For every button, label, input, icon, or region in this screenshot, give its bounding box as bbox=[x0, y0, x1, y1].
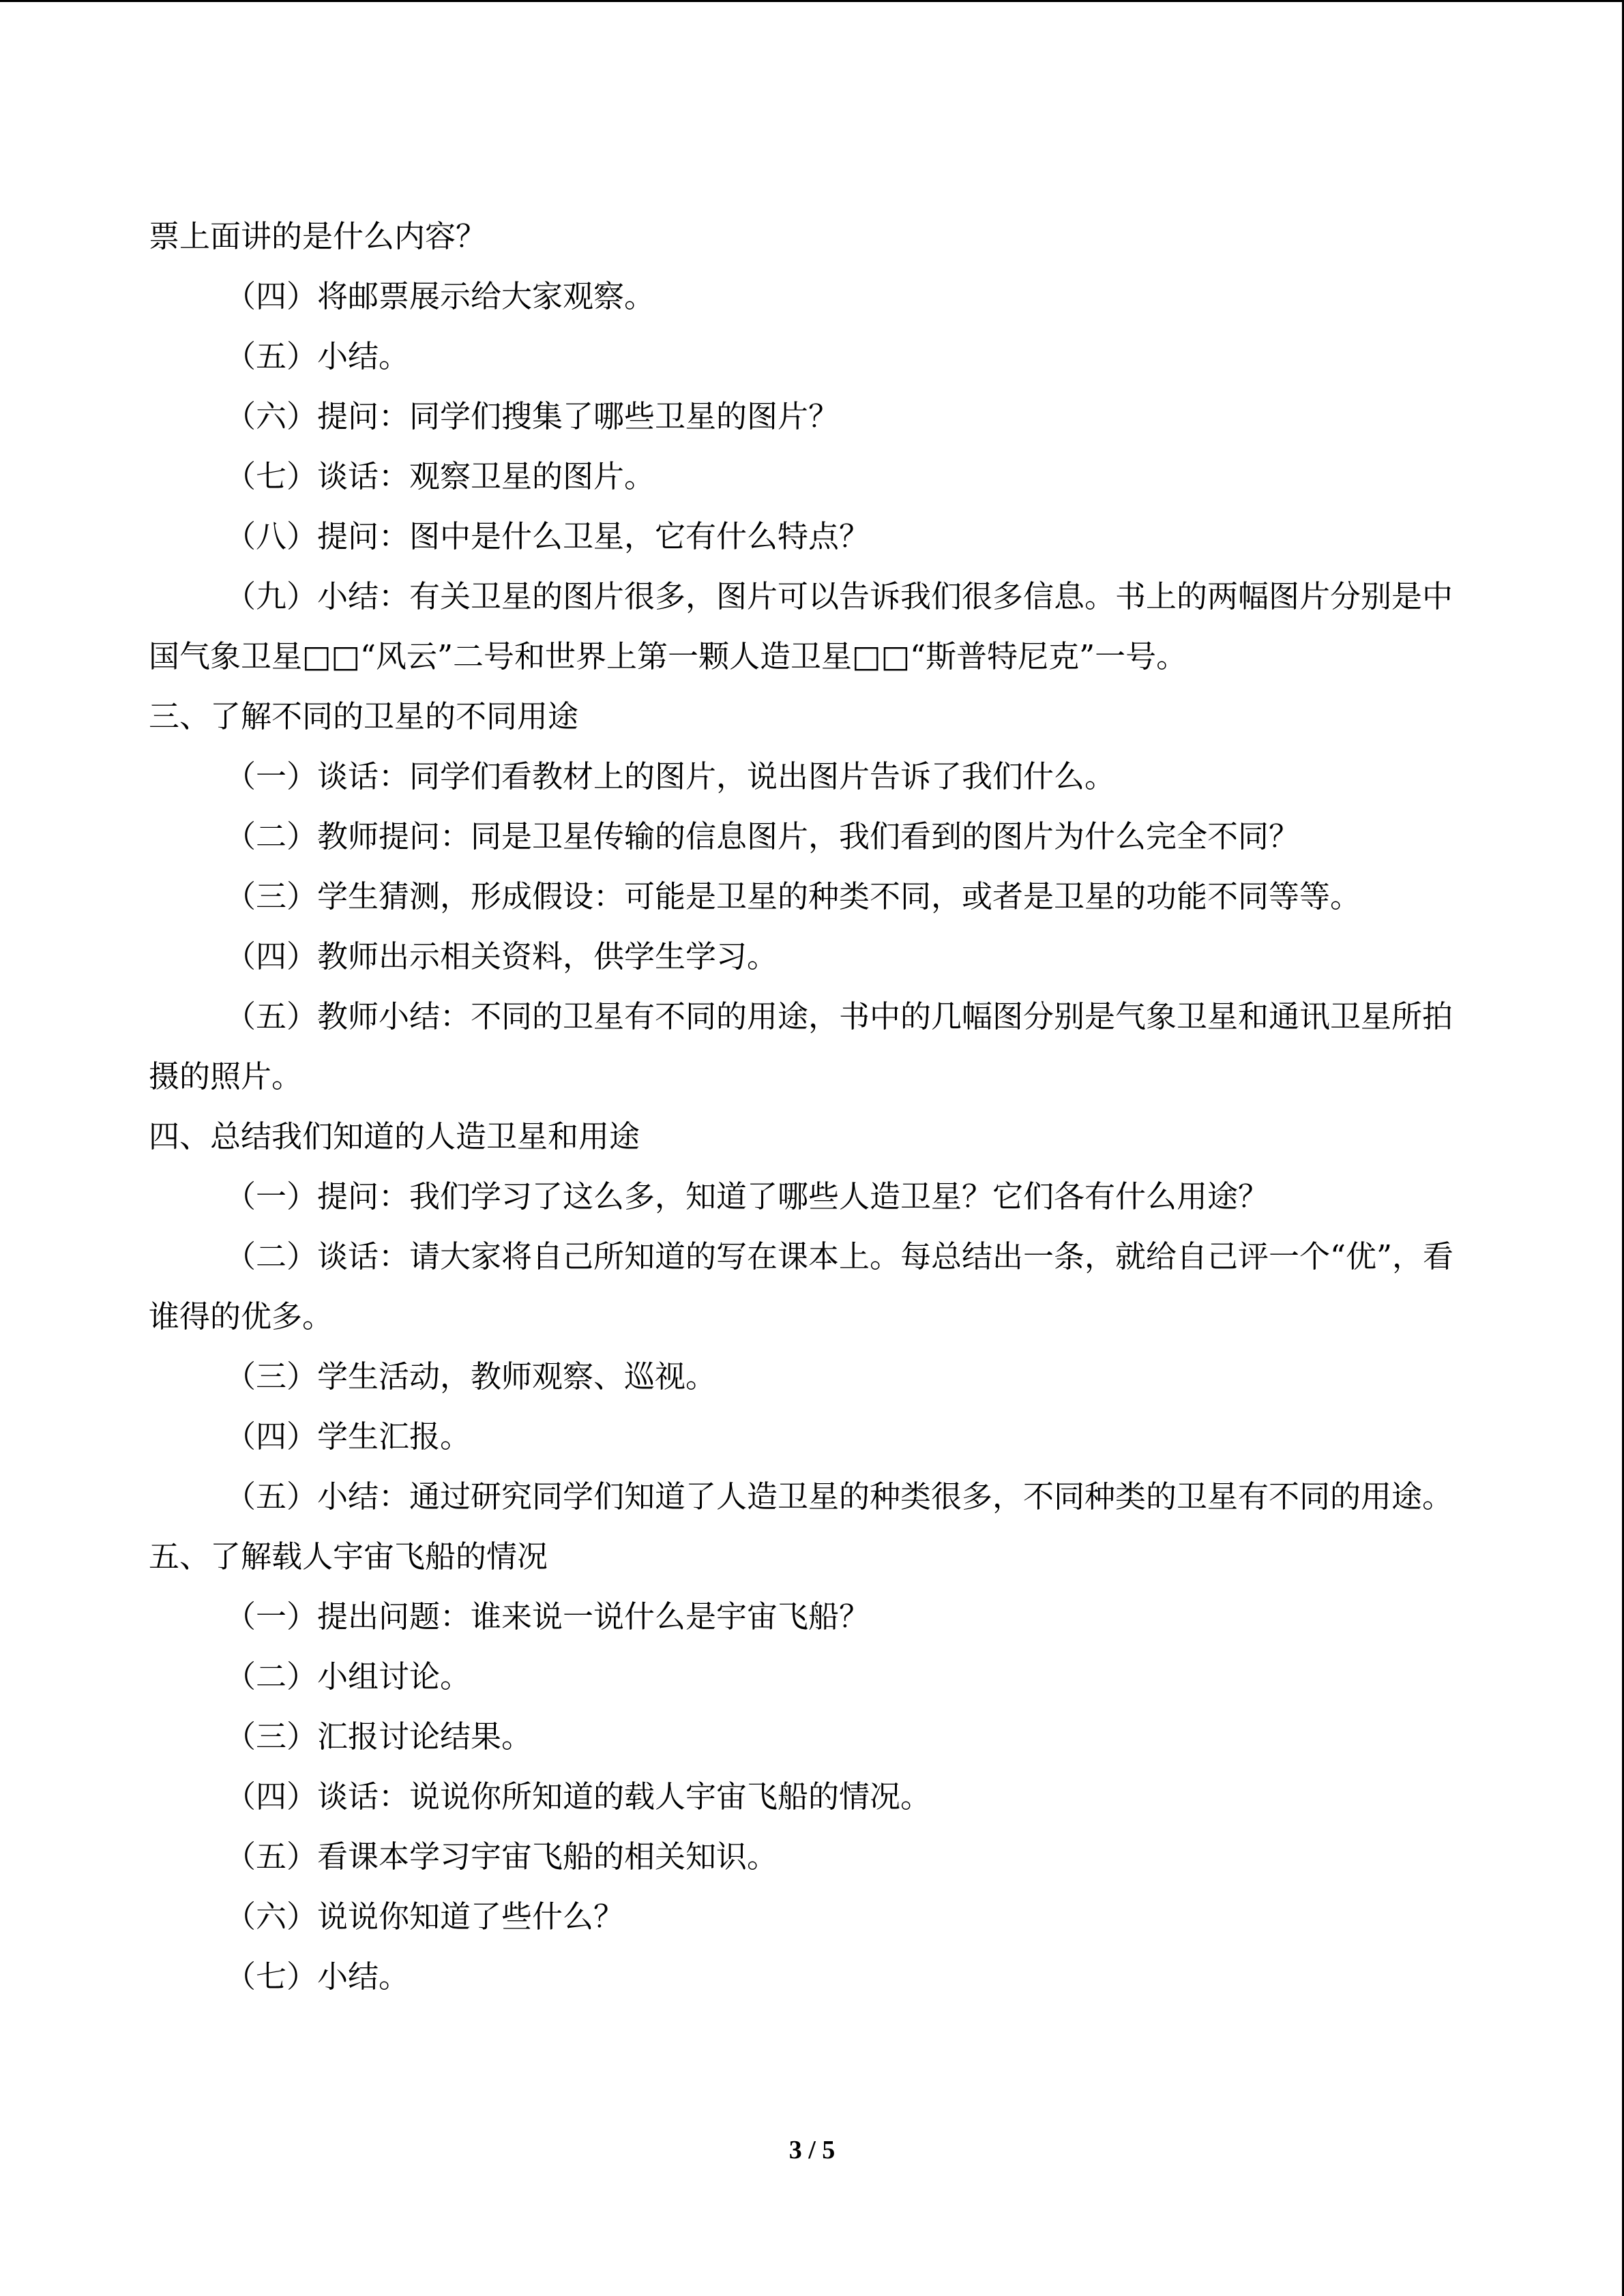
body-paragraph: （三）汇报讨论结果。 bbox=[225, 1718, 533, 1755]
body-paragraph: （二）谈话：请大家将自己所知道的写在课本上。每总结出一条，就给自己评一个“优”，看谁得的优多。 bbox=[149, 1238, 1454, 1335]
body-paragraph: （八）提问：图中是什么卫星，它有什么特点？ bbox=[225, 518, 870, 554]
body-paragraph: （六）说说你知道了些什么？ bbox=[225, 1898, 625, 1935]
body-paragraph: （五）看课本学习宇宙飞船的相关知识。 bbox=[225, 1838, 778, 1875]
body-paragraph: （四）教师出示相关资料，供学生学习。 bbox=[225, 938, 778, 974]
section-heading: 五、了解载人宇宙飞船的情况 bbox=[149, 1538, 548, 1575]
body-paragraph: （五）小结。 bbox=[225, 338, 410, 374]
body-paragraph: （四）学生汇报。 bbox=[225, 1418, 471, 1455]
body-paragraph: （四）将邮票展示给大家观察。 bbox=[225, 278, 655, 314]
body-paragraph: （四）谈话：说说你所知道的载人宇宙飞船的情况。 bbox=[225, 1778, 932, 1815]
page-number: 3 / 5 bbox=[788, 2136, 836, 2164]
section-heading: 票上面讲的是什么内容？ bbox=[149, 218, 487, 254]
body-paragraph: （二）小组讨论。 bbox=[225, 1658, 471, 1695]
body-paragraph: （一）提问：我们学习了这么多，知道了哪些人造卫星？它们各有什么用途？ bbox=[225, 1178, 1269, 1214]
section-heading: 三、了解不同的卫星的不同用途 bbox=[149, 698, 579, 734]
body-paragraph: （五）教师小结：不同的卫星有不同的用途，书中的几幅图分别是气象卫星和通讯卫星所拍摄的照片。 bbox=[149, 998, 1453, 1094]
section-heading: 四、总结我们知道的人造卫星和用途 bbox=[149, 1118, 640, 1154]
body-paragraph: （三）学生猜测，形成假设：可能是卫星的种类不同，或者是卫星的功能不同等等。 bbox=[225, 878, 1361, 914]
body-paragraph: （一）提出问题：谁来说一说什么是宇宙飞船？ bbox=[225, 1598, 870, 1635]
body-paragraph: （六）提问：同学们搜集了哪些卫星的图片？ bbox=[225, 398, 840, 434]
body-paragraph: （九）小结：有关卫星的图片很多，图片可以告诉我们很多信息。书上的两幅图片分别是中国气象卫星□□“风云”二号和世界上第一颗人造卫星□□“斯普特尼克”一号。 bbox=[149, 578, 1453, 674]
body-paragraph: （七）谈话：观察卫星的图片。 bbox=[225, 458, 655, 494]
body-paragraph: （二）教师提问：同是卫星传输的信息图片，我们看到的图片为什么完全不同？ bbox=[225, 818, 1300, 854]
document-body bbox=[149, 207, 1457, 2007]
body-paragraph: （一）谈话：同学们看教材上的图片，说出图片告诉了我们什么。 bbox=[225, 758, 1116, 794]
body-paragraph: （五）小结：通过研究同学们知道了人造卫星的种类很多，不同种类的卫星有不同的用途。 bbox=[225, 1478, 1453, 1515]
body-paragraph: （七）小结。 bbox=[225, 1958, 410, 1995]
body-paragraph: （三）学生活动，教师观察、巡视。 bbox=[225, 1358, 717, 1395]
